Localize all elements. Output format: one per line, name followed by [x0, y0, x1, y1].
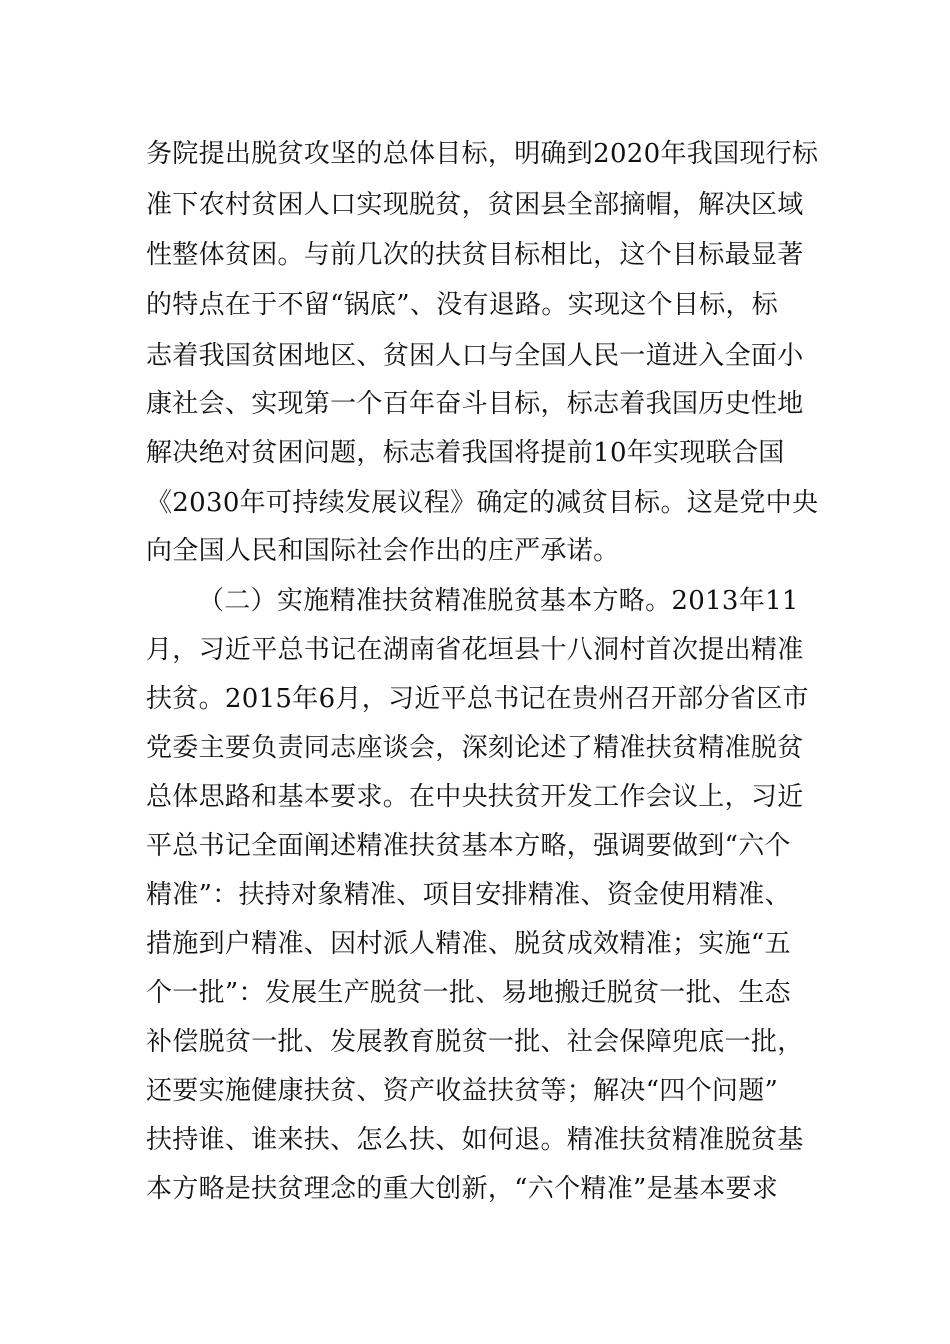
text-line: 务院提出脱贫攻坚的总体目标，明确到2020年我国现行标	[146, 139, 819, 169]
text-line: 补偿脱贫一批、发展教育脱贫一批、社会保障兜底一批，	[146, 1027, 804, 1057]
text-line: 志着我国贫困地区、贫困人口与全国人民一道进入全面小	[146, 341, 804, 371]
text-line: 个一批”：发展生产脱贫一批、易地搬迁脱贫一批、生态	[146, 978, 791, 1008]
text-line: 扶持谁、谁来扶、怎么扶、如何退。精准扶贫精准脱贫基	[146, 1125, 804, 1155]
text-line: 月，习近平总书记在湖南省花垣县十八洞村首次提出精准	[146, 635, 804, 665]
text-line: 扶贫。2015年6月，习近平总书记在贵州召开部分省区市	[146, 684, 809, 714]
text-line: 总体思路和基本要求。在中央扶贫开发工作会议上，习近	[146, 782, 804, 812]
paragraph-start-line: （二）实施精准扶贫精准脱贫基本方略。2013年11	[198, 586, 799, 616]
text-line: 精准”：扶持对象精准、项目安排精准、资金使用精准、	[146, 880, 791, 910]
text-line: 康社会、实现第一个百年奋斗目标，标志着我国历史性地	[146, 389, 804, 419]
text-line: 准下农村贫困人口实现脱贫，贫困县全部摘帽，解决区域	[146, 190, 804, 220]
text-line: 平总书记全面阐述精准扶贫基本方略，强调要做到“六个	[146, 831, 791, 861]
text-line: 性整体贫困。与前几次的扶贫目标相比，这个目标最显著	[146, 240, 804, 270]
text-line: 《2030年可持续发展议程》确定的减贫目标。这是党中央	[146, 488, 819, 518]
text-line: 措施到户精准、因村派人精准、脱贫成效精准；实施“五	[146, 929, 791, 959]
text-line: 向全国人民和国际社会作出的庄严承诺。	[146, 536, 620, 566]
text-line: 本方略是扶贫理念的重大创新，“六个精准”是基本要求	[146, 1174, 779, 1204]
text-line: 还要实施健康扶贫、资产收益扶贫等；解决“四个问题”	[146, 1076, 779, 1106]
text-line: 解决绝对贫困问题，标志着我国将提前10年实现联合国	[146, 438, 785, 468]
text-line: 的特点在于不留“锅底”、没有退路。实现这个目标，标	[146, 290, 779, 320]
text-line: 党委主要负责同志座谈会，深刻论述了精准扶贫精准脱贫	[146, 733, 804, 763]
